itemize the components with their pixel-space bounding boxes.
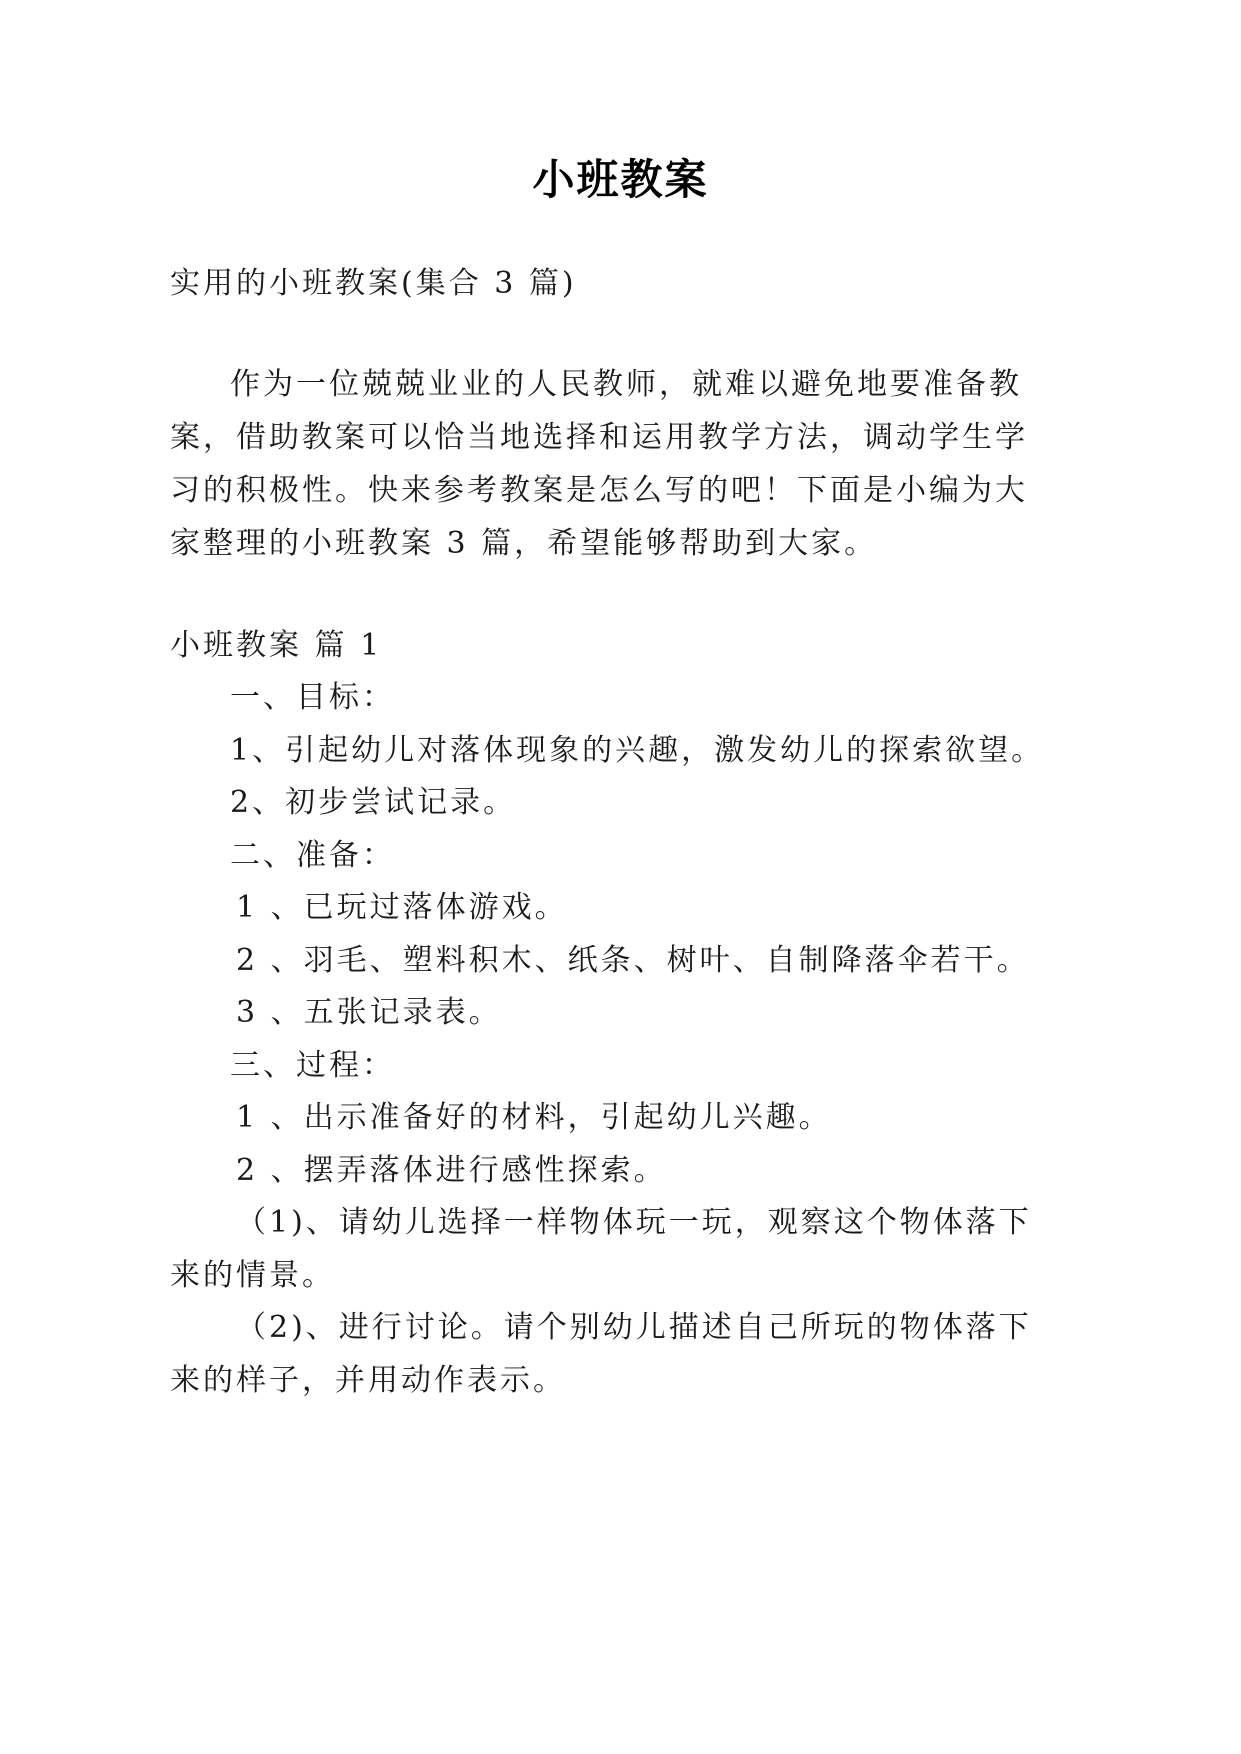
body-line-13: （2)、进行讨论。请个别幼儿描述自己所玩的物体落下 bbox=[236, 1310, 1032, 1345]
body-line-12: 来的情景。 bbox=[170, 1258, 335, 1293]
body-line-2: 1、引起幼儿对落体现象的兴趣，激发幼儿的探索欲望。 bbox=[230, 733, 1045, 768]
intro-line-4: 家整理的小班教案 3 篇，希望能够帮助到大家。 bbox=[170, 526, 878, 561]
intro-line-1: 作为一位兢兢业业的人民教师，就难以避免地要准备教 bbox=[230, 367, 1022, 402]
body-line-6: 2 、羽毛、塑料积木、纸条、树叶、自制降落伞若干。 bbox=[236, 943, 1030, 978]
body-line-9: 1 、出示准备好的材料，引起幼儿兴趣。 bbox=[236, 1100, 832, 1135]
intro-line-2: 案，借助教案可以恰当地选择和运用教学方法，调动学生学 bbox=[170, 420, 1028, 455]
document-subtitle: 实用的小班教案(集合 3 篇) bbox=[170, 266, 577, 301]
body-line-1: 一、目标： bbox=[230, 680, 395, 715]
body-line-14: 来的样子，并用动作表示。 bbox=[170, 1363, 566, 1398]
body-line-3: 2、初步尝试记录。 bbox=[230, 785, 517, 820]
body-line-7: 3 、五张记录表。 bbox=[236, 995, 502, 1030]
body-line-11: （1)、请幼儿选择一样物体玩一玩，观察这个物体落下 bbox=[236, 1205, 1032, 1240]
page-title: 小班教案 bbox=[532, 155, 709, 204]
body-line-10: 2 、摆弄落体进行感性探索。 bbox=[236, 1153, 667, 1188]
body-line-5: 1 、已玩过落体游戏。 bbox=[236, 890, 568, 925]
body-line-8: 三、过程： bbox=[230, 1048, 395, 1083]
intro-line-3: 习的积极性。快来参考教案是怎么写的吧！下面是小编为大 bbox=[170, 473, 1028, 508]
body-line-4: 二、准备： bbox=[230, 838, 395, 873]
section-heading: 小班教案 篇 1 bbox=[170, 628, 383, 663]
